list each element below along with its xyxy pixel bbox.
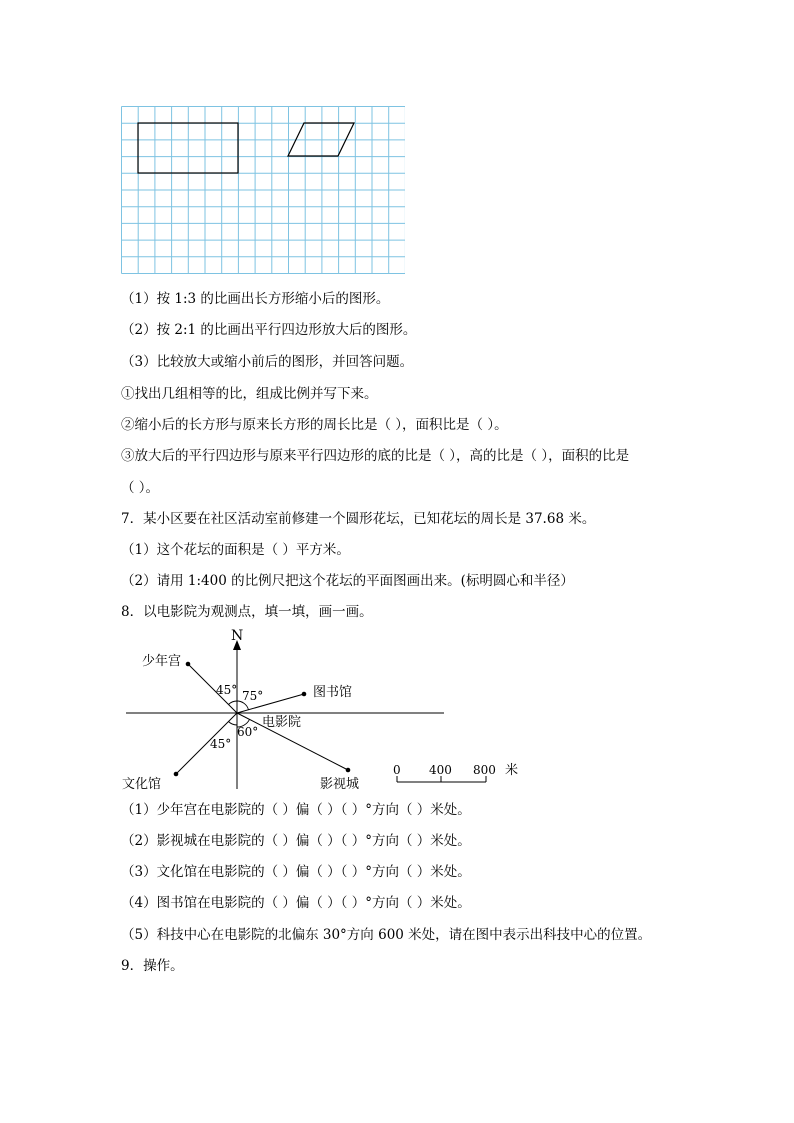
angle-arc-shaoniangong	[229, 701, 238, 705]
angle-label-shaoniangong: 45°	[216, 683, 238, 697]
scale-tick-0: 0	[393, 763, 401, 777]
question-6-part-3: （3）比较放大或缩小前后的图形，并回答问题。	[121, 354, 414, 370]
angle-label-wenhuaguan: 45°	[210, 737, 232, 751]
question-8-part-1: （1）少年宫在电影院的（ ）偏（ ）（ ）°方向（ ）米处。	[121, 802, 471, 818]
question-8: 8．以电影院为观测点，填一填，画一画。	[121, 604, 373, 620]
question-8-part-5: （5）科技中心在电影院的北偏东 30°方向 600 米处，请在图中表示出科技中心的位置。	[121, 927, 652, 943]
question-7-part-1: （1）这个花坛的面积是（ ）平方米。	[121, 542, 350, 558]
question-7: 7．某小区要在社区活动室前修建一个圆形花坛，已知花坛的周长是 37.68 米。	[121, 511, 596, 527]
grid-svg	[121, 106, 405, 274]
point-shaoniangong	[186, 662, 191, 667]
question-8-part-2: （2）影视城在电影院的（ ）偏（ ）（ ）°方向（ ）米处。	[121, 833, 471, 849]
question-9: 9．操作。	[121, 958, 184, 974]
question-6-part-1: （1）按 1:3 的比画出长方形缩小后的图形。	[121, 291, 390, 307]
label-yingshicheng: 影视城	[320, 777, 360, 792]
label-tushuguan: 图书馆	[313, 685, 353, 700]
grid-lines	[122, 107, 406, 274]
point-wenhuaguan	[174, 772, 179, 777]
question-6-part-3c-continued: （ ）。	[121, 480, 160, 496]
question-7-part-2: （2）请用 1:400 的比例尺把这个花坛的平面图画出来。(标明圆心和半径）	[121, 573, 574, 589]
question-8-part-4: （4）图书馆在电影院的（ ）偏（ ）（ ）°方向（ ）米处。	[121, 895, 471, 911]
scale-tick-800: 800	[473, 763, 496, 777]
angle-label-yingshicheng: 60°	[237, 725, 259, 739]
question-6-part-3b: ②缩小后的长方形与原来长方形的周长比是（ ），面积比是（ ）。	[121, 417, 508, 433]
question-6-part-2: （2）按 2:1 的比画出平行四边形放大后的图形。	[121, 322, 417, 338]
scale-bar	[393, 762, 518, 782]
compass-svg	[120, 628, 540, 794]
label-center-dianyingyuan: 电影院	[262, 715, 302, 730]
scale-unit: 米	[505, 763, 519, 778]
label-wenhuaguan: 文化馆	[122, 777, 162, 792]
scale-tick-400: 400	[429, 763, 452, 777]
question-6-part-3c: ③放大后的平行四边形与原来平行四边形的底的比是（ ），高的比是（ ），面积的比是	[121, 448, 630, 464]
question-6-part-3a: ①找出几组相等的比，组成比例并写下来。	[121, 386, 378, 402]
question-8-part-3: （3）文化馆在电影院的（ ）偏（ ）（ ）°方向（ ）米处。	[121, 864, 471, 880]
grid-figure	[121, 106, 405, 278]
angle-label-tushuguan: 75°	[242, 689, 264, 703]
north-label: N	[231, 628, 244, 644]
label-shaoniangong: 少年宫	[142, 654, 182, 669]
angle-arc-wenhuaguan	[229, 722, 238, 726]
point-tushuguan	[302, 692, 307, 697]
point-yingshicheng	[346, 768, 351, 773]
compass-figure	[120, 628, 540, 798]
